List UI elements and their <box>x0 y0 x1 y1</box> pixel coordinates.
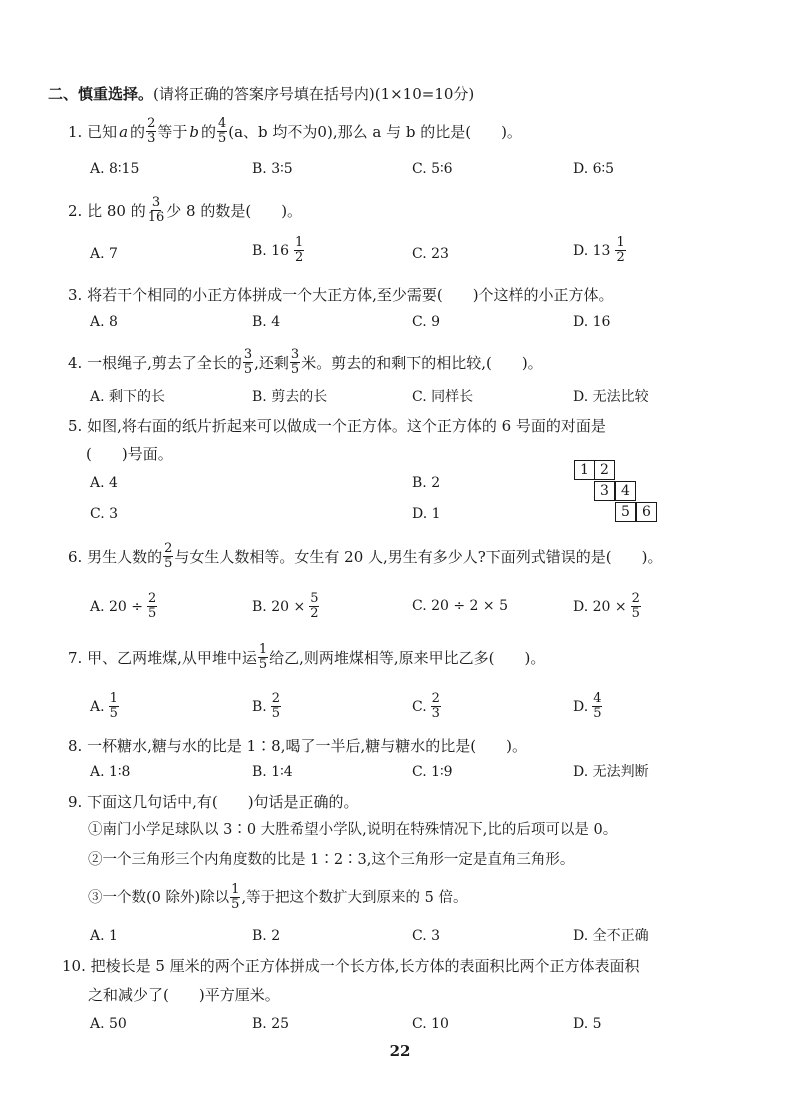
fraction: $\frac{4}{5}$ <box>593 691 602 721</box>
q2-option-d[interactable]: D. 13 $\frac{1}{2}$ <box>573 235 625 265</box>
q7-option-c[interactable]: C. $\frac{2}{3}$ <box>412 691 440 721</box>
q3-option-b[interactable]: B. 4 <box>252 314 281 330</box>
net-face-6: 6 <box>636 502 657 522</box>
fraction: $\frac{3}{16}$ <box>147 195 165 225</box>
fraction: $\frac{3}{5}$ <box>243 347 253 377</box>
q2-option-a[interactable]: A. 7 <box>90 246 118 262</box>
fraction: $\frac{1}{5}$ <box>109 691 118 721</box>
q7-option-b[interactable]: B. $\frac{2}{5}$ <box>252 691 281 721</box>
net-face-1: 1 <box>574 460 595 480</box>
q4-option-d[interactable]: D. 无法比较 <box>573 389 649 405</box>
q4-option-c[interactable]: C. 同样长 <box>412 389 474 405</box>
fraction: $\frac{4}{5}$ <box>217 116 227 146</box>
fraction: $\frac{1}{5}$ <box>231 882 240 912</box>
question-8: 8. 一杯糖水,糖与水的比是 1∶8,喝了一半后,糖与糖水的比是( )。 <box>68 737 527 755</box>
q4-option-b[interactable]: B. 剪去的长 <box>252 389 328 405</box>
q5-option-a[interactable]: A. 4 <box>90 475 118 491</box>
q6-option-d[interactable]: D. 20 × $\frac{2}{5}$ <box>573 591 640 621</box>
q5-option-d[interactable]: D. 1 <box>412 506 441 522</box>
q10-option-c[interactable]: C. 10 <box>412 1016 449 1032</box>
question-6: 6. 男生人数的 $\frac{2}{5}$ 与女生人数相等。女生有 20 人,男生有多少人?下面列式错误的是( )。 <box>68 541 663 571</box>
q9-option-a[interactable]: A. 1 <box>90 928 118 944</box>
q6-option-c[interactable]: C. 20 ÷ 2 × 5 <box>412 598 509 614</box>
q8-option-b[interactable]: B. 1∶4 <box>252 764 293 780</box>
q6-option-a[interactable]: A. 20 ÷ $\frac{2}{5}$ <box>90 591 157 621</box>
question-5: 5. 如图,将右面的纸片折起来可以做成一个正方体。这个正方体的 6 号面的对面是 <box>68 417 606 435</box>
q5-option-c[interactable]: C. 3 <box>90 506 119 522</box>
q9-option-c[interactable]: C. 3 <box>412 928 441 944</box>
q7-option-a[interactable]: A. $\frac{1}{5}$ <box>90 691 118 721</box>
q6-option-b[interactable]: B. 20 × $\frac{5}{2}$ <box>252 591 319 621</box>
q1-option-c[interactable]: C. 5∶6 <box>412 161 453 177</box>
fraction: $\frac{3}{5}$ <box>290 347 300 377</box>
fraction: $\frac{2}{3}$ <box>147 116 156 146</box>
question-1: 1. 已知 a 的 $\frac{2}{3}$ 等于 b 的 $\frac{4}{5}$ (a、b 均不为0),那么 a 与 b 的比是( )。 <box>68 116 522 146</box>
q8-option-c[interactable]: C. 1∶9 <box>412 764 453 780</box>
fraction: $\frac{5}{2}$ <box>310 591 319 621</box>
q3-option-c[interactable]: C. 9 <box>412 314 441 330</box>
q9-statement-3: ③一个数(0 除外)除以 $\frac{1}{5}$ ,等于把这个数扩大到原来的 5 倍。 <box>88 882 468 912</box>
q1-option-d[interactable]: D. 6∶5 <box>573 161 615 177</box>
q10-option-a[interactable]: A. 50 <box>90 1016 127 1032</box>
net-face-3: 3 <box>594 481 615 501</box>
section-heading <box>48 84 474 104</box>
q9-statement-1: ①南门小学足球队以 3∶0 大胜希望小学队,说明在特殊情况下,比的后项可以是 0。 <box>88 822 618 838</box>
fraction: $\frac{2}{3}$ <box>431 691 440 721</box>
q8-option-a[interactable]: A. 1∶8 <box>90 764 131 780</box>
fraction: $\frac{2}{5}$ <box>164 541 173 571</box>
net-face-4: 4 <box>615 481 636 501</box>
fraction: $\frac{2}{5}$ <box>271 691 281 721</box>
q2-option-b[interactable]: B. 16 $\frac{1}{2}$ <box>252 235 304 265</box>
question-10: 10. 把棱长是 5 厘米的两个正方体拼成一个长方体,长方体的表面积比两个正方体表面积 <box>62 957 640 975</box>
net-face-2: 2 <box>594 460 615 480</box>
section-note: (请将正确的答案序号填在括号内)(1×10=10分) <box>153 85 475 103</box>
net-face-5: 5 <box>615 502 636 522</box>
q5-option-b[interactable]: B. 2 <box>412 475 441 491</box>
q10-option-d[interactable]: D. 5 <box>573 1016 602 1032</box>
q2-option-c[interactable]: C. 23 <box>412 246 449 262</box>
q10-option-b[interactable]: B. 25 <box>252 1016 290 1032</box>
page-number: 22 <box>389 1042 411 1060</box>
question-4: 4. 一根绳子,剪去了全长的 $\frac{3}{5}$ ,还剩 $\frac{3}{5}$ 米。剪去的和剩下的相比较,( )。 <box>68 347 543 377</box>
q9-statement-2: ②一个三角形三个内角度数的比是 1∶2∶3,这个三角形一定是直角三角形。 <box>88 852 575 868</box>
question-9: 9. 下面这几句话中,有( )句话是正确的。 <box>68 793 359 811</box>
question-5-line2: ( )号面。 <box>86 445 173 463</box>
q3-option-d[interactable]: D. 16 <box>573 314 611 330</box>
q9-option-b[interactable]: B. 2 <box>252 928 281 944</box>
q1-option-b[interactable]: B. 3∶5 <box>252 161 293 177</box>
cube-net-figure <box>574 460 664 522</box>
question-3: 3. 将若干个相同的小正方体拼成一个大正方体,至少需要( )个这样的小正方体。 <box>68 286 614 304</box>
section-title: 二、慎重选择。 <box>48 85 154 103</box>
question-2: 2. 比 80 的 $\frac{3}{16}$ 少 8 的数是( )。 <box>68 195 303 225</box>
q4-option-a[interactable]: A. 剩下的长 <box>90 389 166 405</box>
q7-option-d[interactable]: D. $\frac{4}{5}$ <box>573 691 602 721</box>
q8-option-d[interactable]: D. 无法判断 <box>573 764 649 780</box>
fraction: $\frac{1}{2}$ <box>295 235 304 265</box>
fraction: $\frac{2}{5}$ <box>148 591 157 621</box>
question-7: 7. 甲、乙两堆煤,从甲堆中运 $\frac{1}{5}$ 给乙,则两堆煤相等,原来甲比乙多( )。 <box>68 642 546 672</box>
fraction: $\frac{1}{2}$ <box>616 235 625 265</box>
fraction: $\frac{2}{5}$ <box>631 591 640 621</box>
question-10-line2: 之和减少了( )平方厘米。 <box>88 986 280 1004</box>
q3-option-a[interactable]: A. 8 <box>90 314 118 330</box>
q1-option-a[interactable]: A. 8∶15 <box>90 161 140 177</box>
fraction: $\frac{1}{5}$ <box>258 642 268 672</box>
q9-option-d[interactable]: D. 全不正确 <box>573 928 649 944</box>
